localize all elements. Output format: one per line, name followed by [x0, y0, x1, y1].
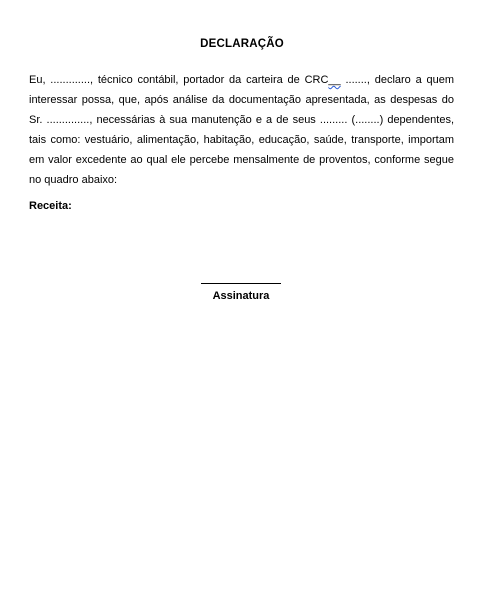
line1-start-text: Eu, ............., técnico contábil, portador da carteira de: [29, 74, 305, 86]
receita-label: Receita:: [29, 200, 72, 212]
crc-text: CRC: [304, 74, 329, 86]
signature-label: Assinatura: [212, 290, 270, 302]
paragraph-line-3: Sr. .............., necessárias à sua manutenção e a de seus ......... (........) dependentes,: [29, 114, 454, 126]
line1-end-text: ......., declaro a quem: [340, 74, 454, 86]
paragraph-line-5: em valor excedente ao qual ele percebe mensalmente de proventos, conforme segue: [29, 154, 454, 166]
paragraph-line-1: [29, 70, 454, 90]
paragraph-line-2: interessar possa, que, após análise da documentação apresentada, as despesas do: [29, 94, 454, 106]
signature-line: [201, 283, 281, 284]
crc-spellcheck-mark: __: [328, 74, 341, 86]
document-title: DECLARAÇÃO: [200, 38, 284, 50]
paragraph-line-6: no quadro abaixo:: [29, 174, 118, 186]
paragraph-line-4: tais como: vestuário, alimentação, habitação, educação, saúde, transporte, importam: [29, 134, 454, 146]
declaration-paragraph: [29, 70, 454, 190]
